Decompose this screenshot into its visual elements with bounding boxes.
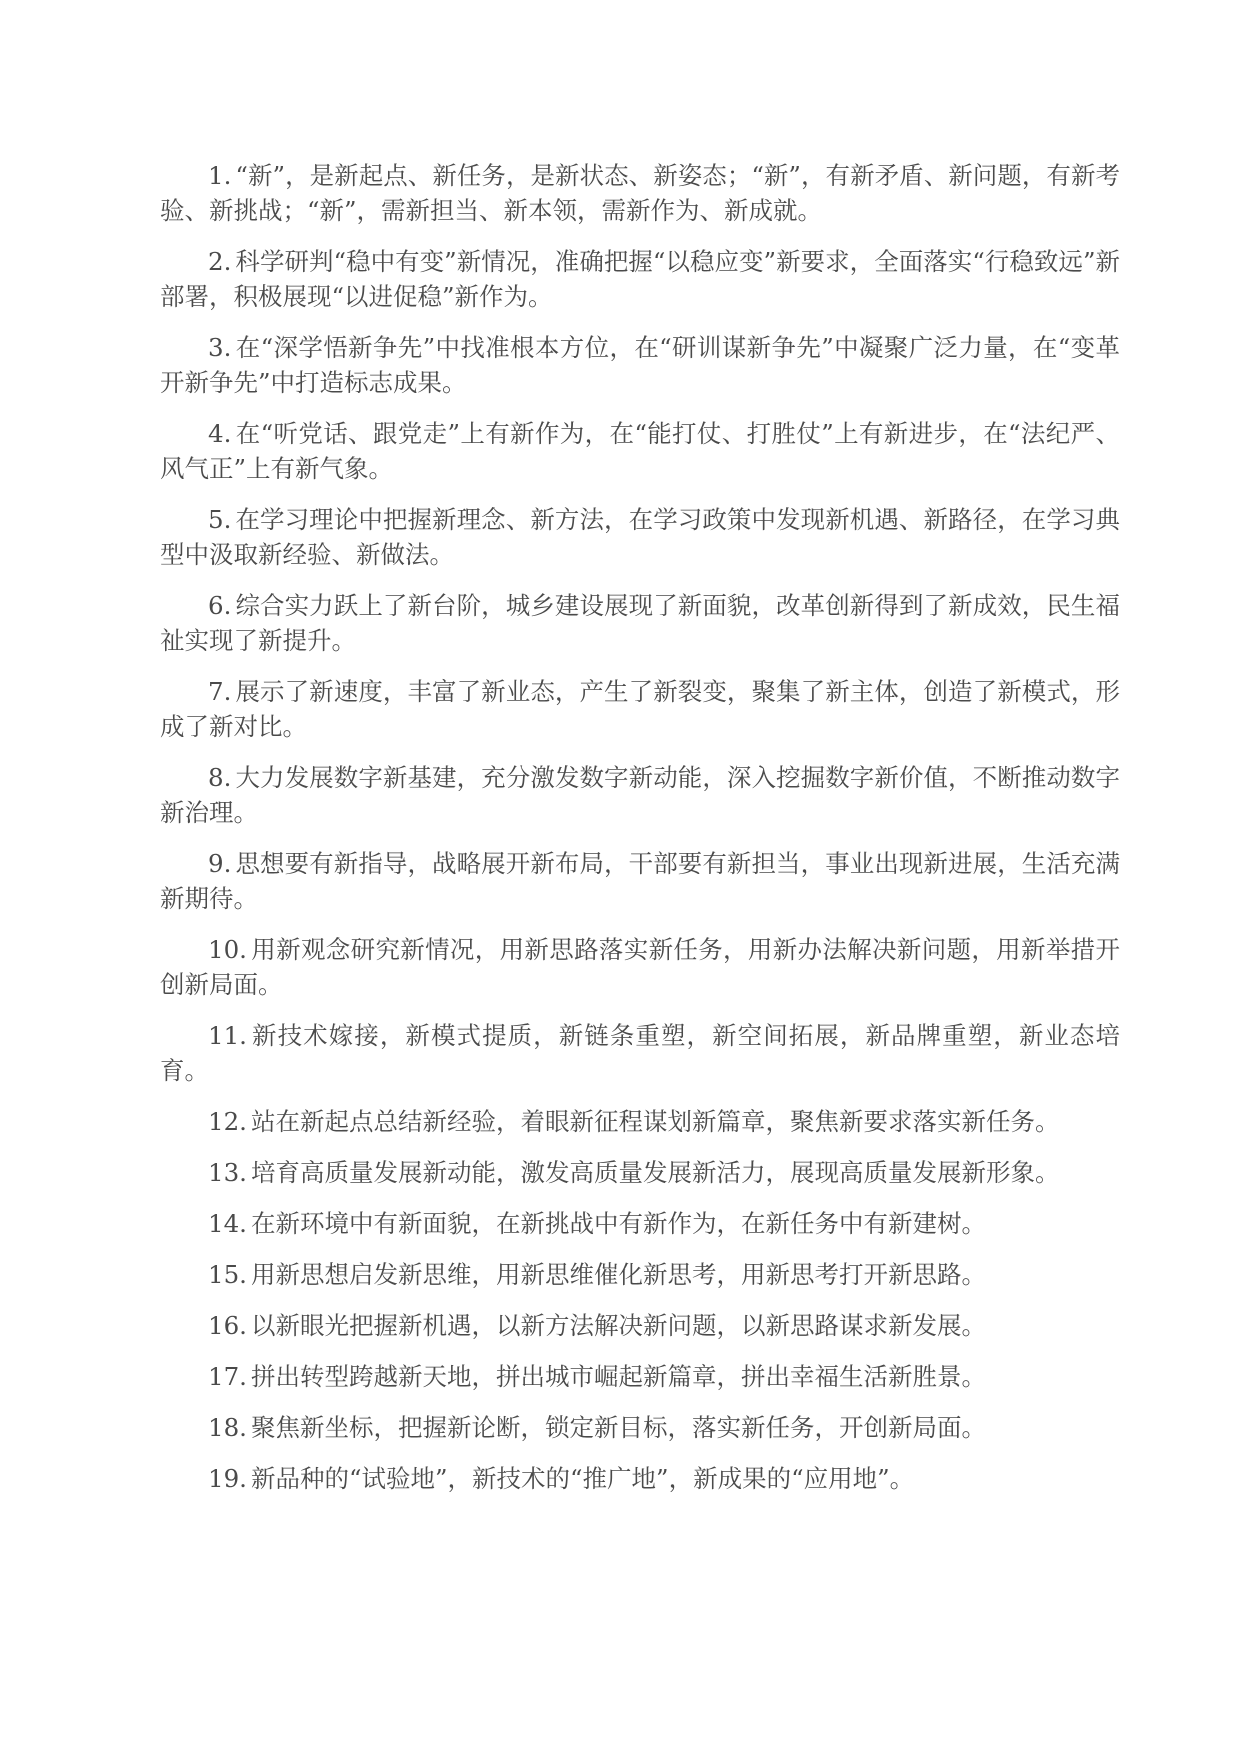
item-number: 7. (208, 677, 232, 706)
item-number: 1. (208, 161, 232, 190)
list-item (160, 1155, 1120, 1190)
item-text: 新品种的“试验地”，新技术的“推广地”，新成果的“应用地”。 (250, 1464, 915, 1493)
list-item (160, 1104, 1120, 1139)
item-text: 新技术嫁接，新模式提质，新链条重塑，新空间拓展，新品牌重塑，新业态培育。 (160, 1021, 1120, 1085)
item-text: “新”，是新起点、新任务，是新状态、新姿态；“新”，有新矛盾、新问题，有新考验、新挑战；“新”，需新担当、新本领，需新作为、新成就。 (160, 161, 1120, 225)
document-page (160, 158, 1120, 1512)
item-text: 在新环境中有新面貌，在新挑战中有新作为，在新任务中有新建树。 (250, 1209, 986, 1238)
item-text: 大力发展数字新基建，充分激发数字新动能，深入挖掘数字新价值，不断推动数字新治理。 (160, 763, 1120, 827)
item-number: 2. (208, 247, 232, 276)
item-number: 16. (208, 1311, 247, 1340)
item-number: 8. (208, 763, 232, 792)
list-item (160, 158, 1120, 228)
item-number: 12. (208, 1107, 247, 1136)
list-item (160, 1308, 1120, 1343)
item-number: 9. (208, 849, 232, 878)
item-text: 展示了新速度，丰富了新业态，产生了新裂变，聚集了新主体，创造了新模式，形成了新对比。 (160, 677, 1120, 741)
item-text: 拼出转型跨越新天地，拼出城市崛起新篇章，拼出幸福生活新胜景。 (250, 1362, 986, 1391)
list-item (160, 416, 1120, 486)
list-item (160, 588, 1120, 658)
item-text: 综合实力跃上了新台阶，城乡建设展现了新面貌，改革创新得到了新成效，民生福祉实现了新提升。 (160, 591, 1120, 655)
item-text: 用新思想启发新思维，用新思维催化新思考，用新思考打开新思路。 (250, 1260, 986, 1289)
list-item (160, 502, 1120, 572)
item-number: 5. (208, 505, 232, 534)
item-text: 思想要有新指导，战略展开新布局，干部要有新担当，事业出现新进展，生活充满新期待。 (160, 849, 1120, 913)
item-number: 3. (208, 333, 232, 362)
item-number: 15. (208, 1260, 247, 1289)
item-number: 11. (208, 1021, 247, 1050)
item-number: 4. (208, 419, 232, 448)
list-item (160, 1206, 1120, 1241)
list-item (160, 1359, 1120, 1394)
list-item (160, 674, 1120, 744)
item-number: 6. (208, 591, 232, 620)
list-item (160, 1018, 1120, 1088)
list-item (160, 330, 1120, 400)
list-item (160, 1257, 1120, 1292)
item-text: 在学习理论中把握新理念、新方法，在学习政策中发现新机遇、新路径，在学习典型中汲取新经验、新做法。 (160, 505, 1120, 569)
item-text: 培育高质量发展新动能，激发高质量发展新活力，展现高质量发展新形象。 (250, 1158, 1060, 1187)
item-text: 在“听党话、跟党走”上有新作为，在“能打仗、打胜仗”上有新进步，在“法纪严、风气正”上有新气象。 (160, 419, 1120, 483)
item-number: 10. (208, 935, 247, 964)
list-item (160, 244, 1120, 314)
list-item (160, 932, 1120, 1002)
list-item (160, 1410, 1120, 1445)
item-number: 14. (208, 1209, 247, 1238)
item-number: 17. (208, 1362, 247, 1391)
item-text: 科学研判“稳中有变”新情况，准确把握“以稳应变”新要求，全面落实“行稳致远”新部署，积极展现“以进促稳”新作为。 (160, 247, 1120, 311)
list-item (160, 760, 1120, 830)
item-text: 在“深学悟新争先”中找准根本方位，在“研训谋新争先”中凝聚广泛力量，在“变革开新争先”中打造标志成果。 (160, 333, 1120, 397)
item-text: 用新观念研究新情况，用新思路落实新任务，用新办法解决新问题，用新举措开创新局面。 (160, 935, 1120, 999)
item-text: 聚焦新坐标，把握新论断，锁定新目标，落实新任务，开创新局面。 (250, 1413, 986, 1442)
item-number: 19. (208, 1464, 247, 1493)
list-item (160, 1461, 1120, 1496)
item-number: 18. (208, 1413, 247, 1442)
item-number: 13. (208, 1158, 247, 1187)
list-item (160, 846, 1120, 916)
item-text: 站在新起点总结新经验，着眼新征程谋划新篇章，聚焦新要求落实新任务。 (250, 1107, 1060, 1136)
item-text: 以新眼光把握新机遇，以新方法解决新问题，以新思路谋求新发展。 (250, 1311, 986, 1340)
